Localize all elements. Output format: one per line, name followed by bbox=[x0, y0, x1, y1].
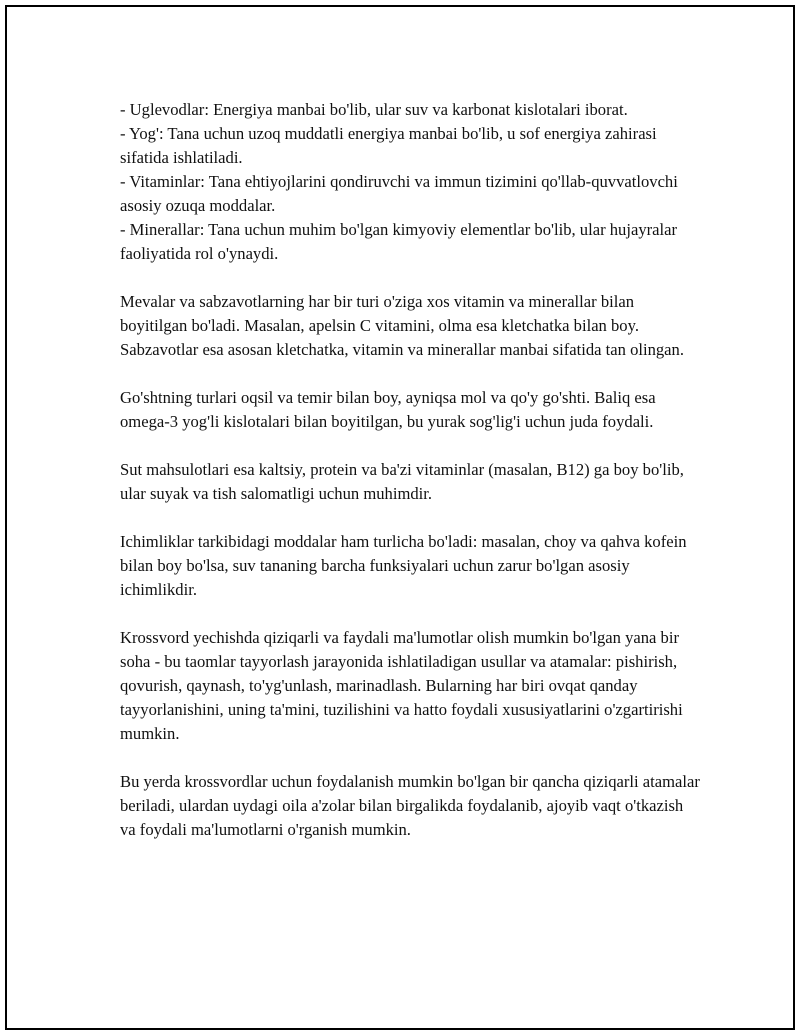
list-item: - Uglevodlar: Energiya manbai bo'lib, ular suv va karbonat kislotalari iborat. bbox=[120, 100, 628, 119]
paragraph-cooking-methods: Krossvord yechishda qiziqarli va faydali ma'lumotlar olish mumkin bo'lgan yana bir soha - bu taomlar tayyorlash jarayonida ishlatiladigan usullar va atamalar: pishirish, qovurish, qaynash, to'yg'unlash, marinadlash. Bularning har biri ovqat qanday tayyorlanishini, uning ta'mini, tuzilishini va hatto foydali xususiyatlarini o'zgartirishi mumkin. bbox=[120, 628, 683, 743]
list-item: - Vitaminlar: Tana ehtiyojlarini qondiruvchi va immun tizimini qo'llab-quvvatlovchi asosiy ozuqa moddalar. bbox=[120, 172, 678, 215]
list-item: - Yog': Tana uchun uzoq muddatli energiya manbai bo'lib, u sof energiya zahirasi sifatida ishlatiladi. bbox=[120, 124, 657, 167]
paragraph-crossword-terms: Bu yerda krossvordlar uchun foydalanish mumkin bo'lgan bir qancha qiziqarli atamalar beriladi, ulardan uydagi oila a'zolar bilan birgalikda foydalanib, ajoyib vaqt o'tkazish va foydali ma'lumotlarni o'rganish mumkin. bbox=[120, 772, 700, 839]
paragraph-fruits-vegetables: Mevalar va sabzavotlarning har bir turi o'ziga xos vitamin va minerallar bilan boyitilgan bo'ladi. Masalan, apelsin C vitamini, olma esa kletchatka bilan boy. Sabzavotlar esa asosan kletchatka, vitamin va minerallar manbai sifatida tan olingan. bbox=[120, 292, 684, 359]
paragraph-dairy: Sut mahsulotlari esa kaltsiy, protein va ba'zi vitaminlar (masalan, B12) ga boy bo'lib, ular suyak va tish salomatligi uchun muhimdir. bbox=[120, 460, 684, 503]
paragraph-drinks: Ichimliklar tarkibidagi moddalar ham turlicha bo'ladi: masalan, choy va qahva kofein bilan boy bo'lsa, suv tananing barcha funksiyalari uchun zarur bo'lgan asosiy ichimlikdir. bbox=[120, 532, 687, 599]
document-page bbox=[5, 5, 795, 1030]
document-body bbox=[120, 98, 700, 866]
paragraph-meat-fish: Go'shtning turlari oqsil va temir bilan boy, ayniqsa mol va qo'y go'shti. Baliq esa omega-3 yog'li kislotalari bilan boyitilgan, bu yurak sog'lig'i uchun juda foydali. bbox=[120, 388, 656, 431]
nutrient-list bbox=[120, 98, 700, 266]
list-item: - Minerallar: Tana uchun muhim bo'lgan kimyoviy elementlar bo'lib, ular hujayralar faoliyatida rol o'ynaydi. bbox=[120, 220, 678, 263]
